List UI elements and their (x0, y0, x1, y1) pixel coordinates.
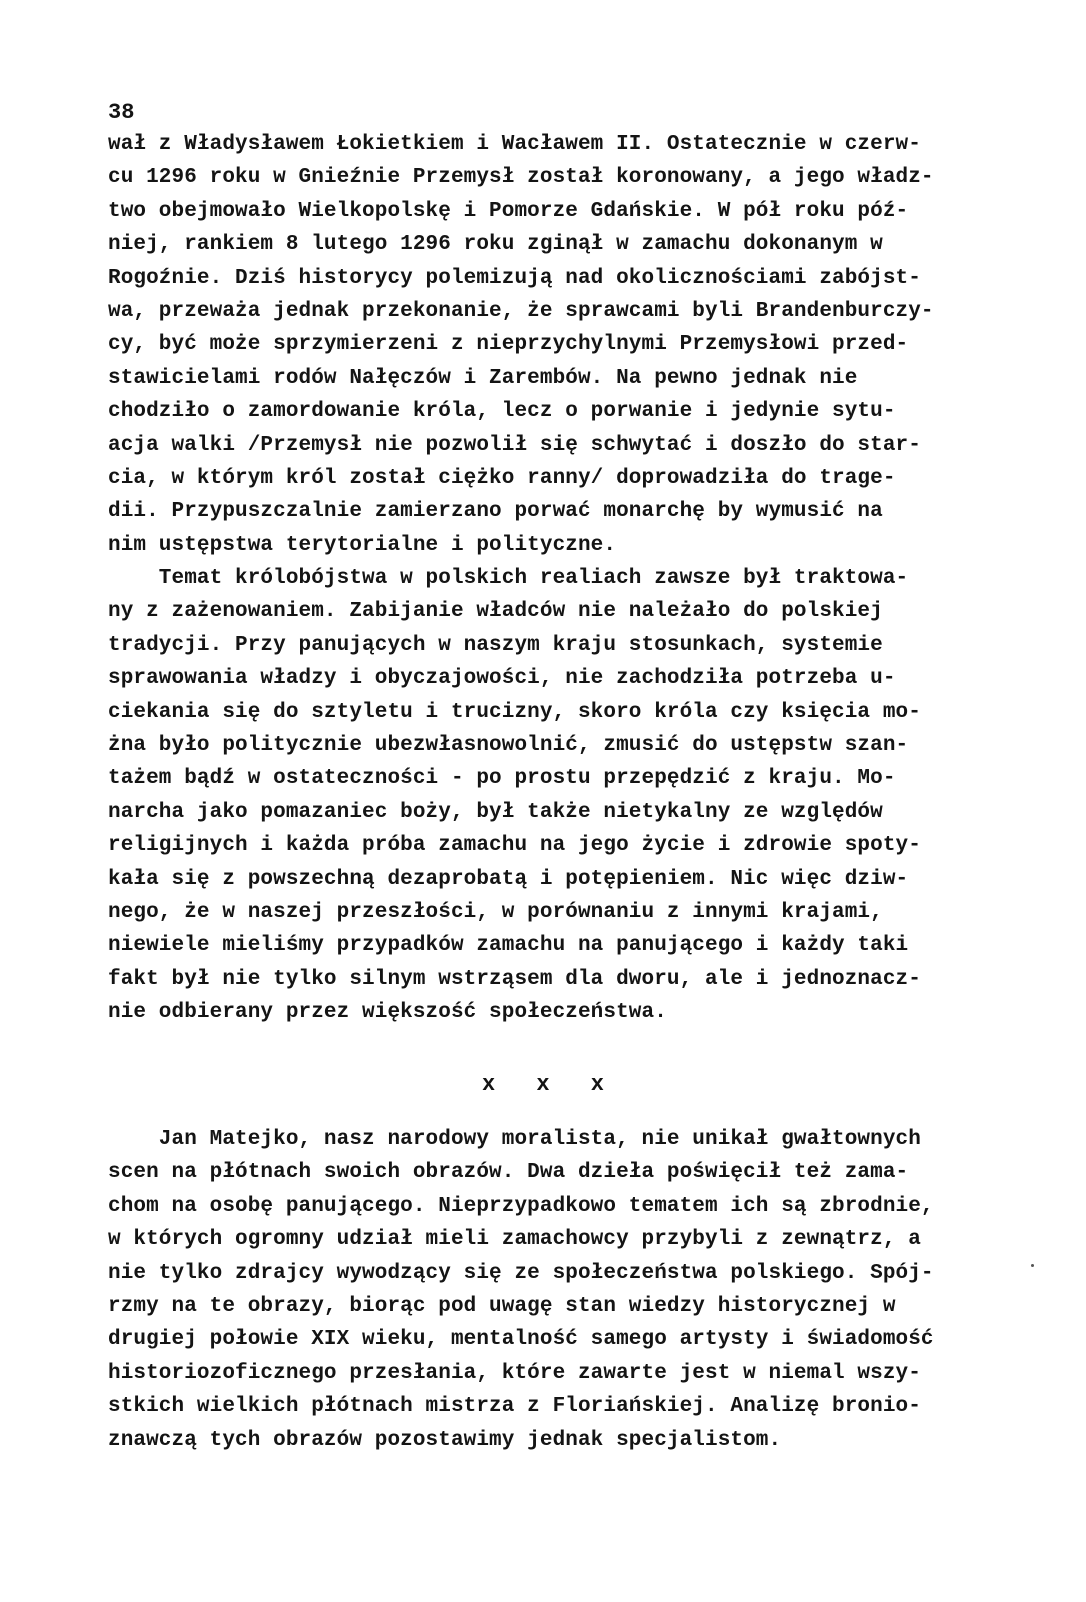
page-number: 38 (108, 100, 135, 125)
text-line: two obejmowało Wielkopolskę i Pomorze Gdańskie. W pół roku póź- (108, 199, 909, 223)
text-line: wa, przeważa jednak przekonanie, że sprawcami byli Brandenburczy- (108, 299, 934, 323)
text-line: Jan Matejko, nasz narodowy moralista, nie unikał gwałtownych (108, 1128, 921, 1151)
text-line: chom na osobę panującego. Nieprzypadkowo tematem ich są zbrodnie, (108, 1194, 934, 1218)
text-block-upper (108, 128, 1028, 1030)
text-line: stawicielami rodów Nałęczów i Zarembów. Na pewno jednak nie (108, 366, 858, 390)
text-line: acja walki /Przemysł nie pozwolił się schwytać i doszło do star- (108, 433, 921, 457)
paragraph-3 (108, 1123, 1028, 1457)
text-line: ciekania się do sztyletu i trucizny, skoro króla czy księcia mo- (108, 700, 921, 724)
text-line: nie tylko zdrajcy wywodzący się ze społeczeństwa polskiego. Spój- (108, 1261, 934, 1285)
text-line: cu 1296 roku w Gnieźnie Przemysł został koronowany, a jego władz- (108, 166, 934, 190)
text-line: cia, w którym król został ciężko ranny/ doprowadziła do trage- (108, 466, 896, 490)
text-line: rzmy na te obrazy, biorąc pod uwagę stan wiedzy historycznej w (108, 1294, 896, 1318)
text-line: fakt był nie tylko silnym wstrząsem dla dworu, ale i jednoznacz- (108, 967, 921, 991)
text-line: wał z Władysławem Łokietkiem i Wacławem II. Ostatecznie w czerw- (108, 133, 921, 156)
text-line: żna było politycznie ubezwłasnowolnić, zmusić do ustępstw szan- (108, 734, 909, 758)
text-line: nim ustępstwa terytorialne i polityczne. (108, 533, 617, 557)
text-line: w których ogromny udział mieli zamachowcy przybyli z zewnątrz, a (108, 1228, 921, 1252)
text-line: chodziło o zamordowanie króla, lecz o porwanie i jedynie sytu- (108, 400, 896, 424)
text-line: drugiej połowie XIX wieku, mentalność samego artysty i świadomość (108, 1328, 934, 1352)
paragraph-1 (108, 128, 1028, 562)
text-line: tażem bądź w ostateczności - po prostu przepędzić z kraju. Mo- (108, 767, 896, 791)
text-line: cy, być może sprzymierzeni z nieprzychylnymi Przemysłowi przed- (108, 333, 909, 357)
text-line: ny z zażenowaniem. Zabijanie władców nie należało do polskiej (108, 600, 883, 624)
text-line: nego, że w naszej przeszłości, w porównaniu z innymi krajami, (108, 900, 883, 924)
paragraph-2 (108, 562, 1028, 1029)
text-line: sprawowania władzy i obyczajowości, nie zachodziła potrzeba u- (108, 667, 896, 691)
text-line: historiozoficznego przesłania, które zawarte jest w niemal wszy- (108, 1361, 921, 1385)
text-line: religijnych i każda próba zamachu na jego życie i zdrowie spoty- (108, 834, 921, 858)
paper-speck (1031, 1264, 1034, 1267)
text-line: scen na płótnach swoich obrazów. Dwa dzieła poświęcił też zama- (108, 1161, 909, 1185)
section-separator: x x x (481, 1072, 604, 1097)
text-line: nie odbierany przez większość społeczeństwa. (108, 1001, 667, 1025)
text-line: dii. Przypuszczalnie zamierzano porwać monarchę by wymusić na (108, 500, 883, 524)
text-line: Rogoźnie. Dziś historycy polemizują nad okolicznościami zabójst- (108, 266, 921, 290)
text-line: niewiele mieliśmy przypadków zamachu na panującego i każdy taki (108, 934, 909, 958)
text-block-lower (108, 1123, 1028, 1457)
text-line: znawczą tych obrazów pozostawimy jednak specjalistom. (108, 1428, 782, 1452)
text-line: tradycji. Przy panujących w naszym kraju stosunkach, systemie (108, 633, 883, 657)
text-line: stkich wielkich płótnach mistrza z Floriańskiej. Analizę bronio- (108, 1395, 921, 1419)
text-line: Temat królobójstwa w polskich realiach zawsze był traktowa- (108, 567, 909, 591)
text-line: narcha jako pomazaniec boży, był także nietykalny ze względów (108, 800, 883, 824)
text-line: niej, rankiem 8 lutego 1296 roku zginął w zamachu dokonanym w (108, 233, 883, 257)
text-line: kała się z powszechną dezaprobatą i potępieniem. Nic więc dziw- (108, 867, 909, 891)
